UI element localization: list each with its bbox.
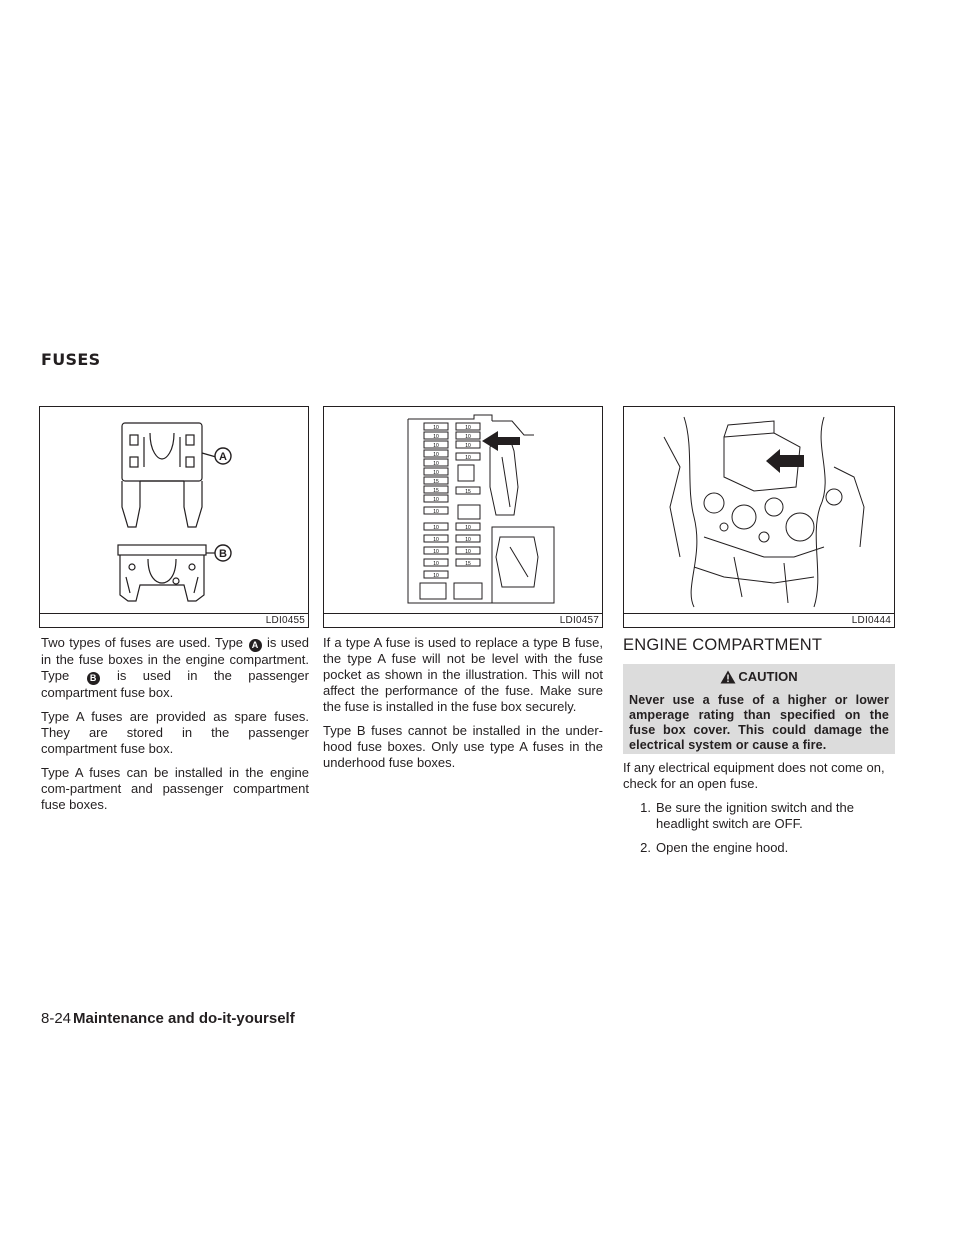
caution-box <box>623 664 895 754</box>
fuse-rating-label: 10 <box>433 470 439 476</box>
fuse-rating-label: 10 <box>433 497 439 503</box>
fuse-rating-label: 15 <box>465 561 471 567</box>
section-title: FUSES <box>41 350 101 369</box>
page-number: 8-24 <box>41 1010 72 1027</box>
fuse-rating-label: 10 <box>465 525 471 531</box>
fuse-rating-label: 10 <box>465 434 471 440</box>
column-1-text <box>41 635 309 821</box>
figure-code: LDI0457 <box>559 615 599 626</box>
fuse-types-illustration <box>40 407 308 612</box>
arrow-icon <box>482 431 520 451</box>
figure-code: LDI0455 <box>265 615 305 626</box>
arrow-icon <box>766 449 804 473</box>
paragraph: Type B fuses cannot be installed in the under-hood fuse boxes. Only use type A fuses in the underhood fuse boxes. <box>323 723 603 770</box>
badge-a: A <box>249 639 262 652</box>
fuse-rating-label: 10 <box>465 455 471 461</box>
column-2-text <box>323 635 603 779</box>
procedure <box>623 760 895 864</box>
fuse-box-illustration <box>324 407 602 612</box>
paragraph: If a type A fuse is used to replace a type B fuse, the type A fuse will not be level with the fuse pocket as shown in the illustration. This will not affect the performance of the fuse. Make sure the fuse is installed in the fuse box securely. <box>323 635 603 714</box>
fuse-rating-label: 15 <box>465 489 471 495</box>
paragraph: Two types of fuses are used. Type A is used in the fuse boxes in the engine compartment. Type B is used in the passenger compartment fuse box. <box>41 635 309 700</box>
intro-paragraph: If any electrical equipment does not come on, check for an open fuse. <box>623 760 885 791</box>
engine-compartment-illustration <box>624 407 894 612</box>
fuse-rating-label: 10 <box>433 509 439 515</box>
fuse-rating-label: 10 <box>433 443 439 449</box>
fuse-rating-label: 10 <box>465 425 471 431</box>
page-footer <box>41 1010 295 1027</box>
figure-engine-compartment <box>623 406 895 628</box>
callout-a: A <box>219 451 227 463</box>
fuse-rating-label: 10 <box>465 549 471 555</box>
chapter-title: Maintenance and do-it-yourself <box>73 1010 295 1027</box>
fuse-rating-label: 10 <box>433 434 439 440</box>
step-item: 1. Be sure the ignition switch and the headlight switch are OFF. <box>640 800 855 831</box>
warning-icon <box>720 670 736 684</box>
fuse-rating-label: 15 <box>433 488 439 494</box>
figure-code: LDI0444 <box>851 615 891 626</box>
fuse-rating-label: 10 <box>433 561 439 567</box>
fuse-rating-label: 10 <box>433 525 439 531</box>
figure-fuse-types <box>39 406 309 628</box>
figure-fuse-box <box>323 406 603 628</box>
caution-header <box>623 664 895 687</box>
caution-label: CAUTION <box>738 669 798 684</box>
paragraph: Type A fuses are provided as spare fuses. They are stored in the passenger compartment fuse box. <box>41 709 309 756</box>
engine-compartment-heading: ENGINE COMPARTMENT <box>623 636 823 654</box>
step-item: 2. Open the engine hood. <box>640 840 789 855</box>
fuse-rating-label: 10 <box>433 452 439 458</box>
fuse-rating-label: 10 <box>433 537 439 543</box>
fuse-rating-label: 10 <box>433 461 439 467</box>
fuse-rating-label: 15 <box>433 479 439 485</box>
callout-b: B <box>219 548 227 560</box>
badge-b: B <box>87 672 100 685</box>
fuse-rating-label: 10 <box>433 425 439 431</box>
fuse-rating-label: 10 <box>433 573 439 579</box>
fuse-rating-label: 10 <box>465 443 471 449</box>
fuse-rating-label: 10 <box>465 537 471 543</box>
fuse-rating-label: 10 <box>433 549 439 555</box>
caution-text: Never use a fuse of a higher or lower amperage rating than specified on the fuse box cover. This could damage the electrical system or cause a fire. <box>629 693 889 752</box>
paragraph: Type A fuses can be installed in the engine com-partment and passenger compartment fuse boxes. <box>41 765 309 812</box>
